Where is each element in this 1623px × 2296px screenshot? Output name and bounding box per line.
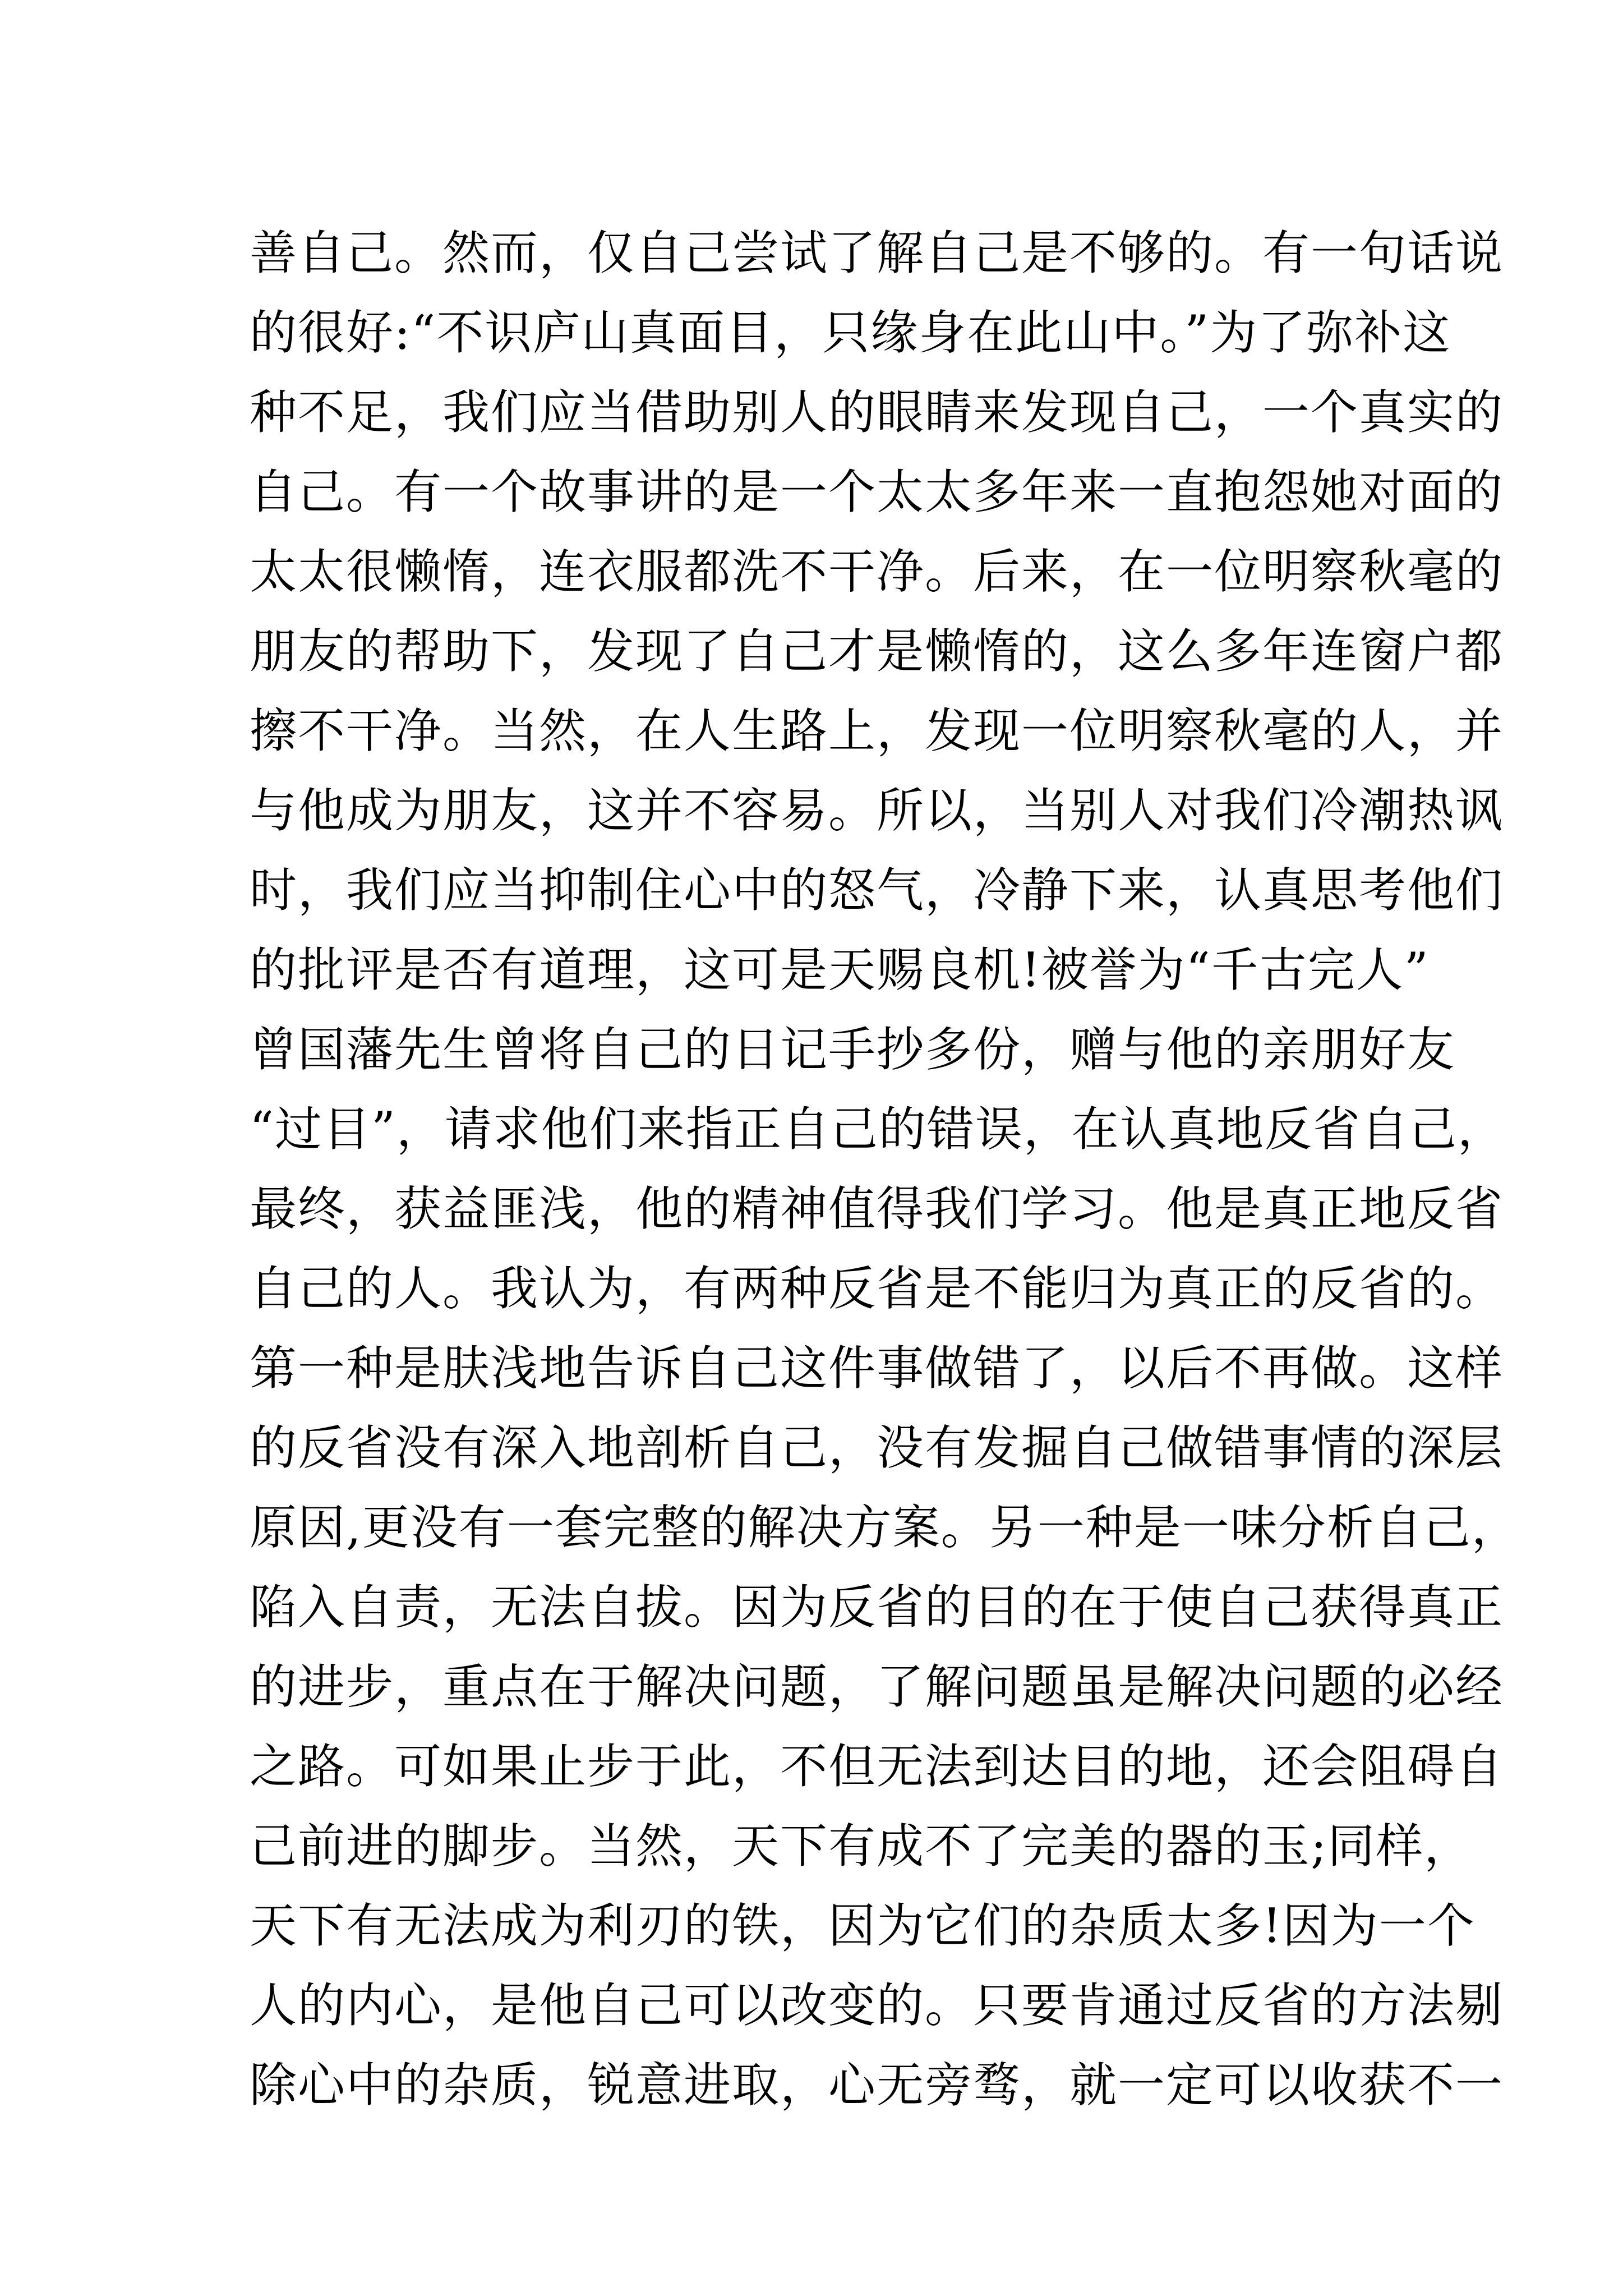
text-line: 除心中的杂质，锐意进取，心无旁骛，就一定可以收获不一: [250, 2058, 1504, 2113]
text-line: 自己的人。我认为，有两种反省是不能归为真正的反省的。: [250, 1261, 1504, 1316]
text-line: “过目”，请求他们来指正自己的错误，在认真地反省自己，: [250, 1102, 1506, 1157]
text-line: 的批评是否有道理，这可是天赐良机!被誉为“千古完人”: [250, 942, 1430, 997]
text-line: 擦不干净。当然，在人生路上，发现一位明察秋毫的人，并: [250, 703, 1504, 758]
text-line: 最终，获益匪浅，他的精神值得我们学习。他是真正地反省: [250, 1181, 1504, 1236]
text-line: 之路。可如果止步于此，不但无法到达目的地，还会阻碍自: [250, 1739, 1504, 1794]
text-line: 种不足，我们应当借助别人的眼睛来发现自己，一个真实的: [250, 385, 1504, 440]
text-line: 原因,更没有一套完整的解决方案。另一种是一味分析自己，: [250, 1500, 1520, 1555]
text-line: 善自己。然而，仅自己尝试了解自己是不够的。有一句话说: [250, 226, 1504, 280]
text-line: 朋友的帮助下，发现了自己才是懒惰的，这么多年连窗户都: [250, 624, 1504, 679]
text-line: 太太很懒惰，连衣服都洗不干净。后来，在一位明察秋毫的: [250, 544, 1504, 599]
text-line: 己前进的脚步。当然，天下有成不了完美的器的玉;同样，: [250, 1819, 1473, 1874]
text-line: 的进步，重点在于解决问题，了解问题虽是解决问题的必经: [250, 1659, 1504, 1714]
text-line: 第一种是肤浅地告诉自己这件事做错了，以后不再做。这样: [250, 1341, 1504, 1396]
text-line: 人的内心，是他自己可以改变的。只要肯通过反省的方法剔: [250, 1978, 1504, 2033]
text-line: 的很好:“不识庐山真面目，只缘身在此山中。”为了弥补这: [250, 305, 1451, 360]
text-line: 天下有无法成为利刃的铁，因为它们的杂质太多!因为一个: [250, 1898, 1476, 1953]
text-line: 曾国藩先生曾将自己的日记手抄多份，赠与他的亲朋好友: [250, 1022, 1456, 1077]
text-line: 自己。有一个故事讲的是一个太太多年来一直抱怨她对面的: [250, 464, 1504, 519]
text-line: 的反省没有深入地剖析自己，没有发掘自己做错事情的深层: [250, 1420, 1504, 1475]
text-line: 与他成为朋友，这并不容易。所以，当别人对我们冷潮热讽: [250, 783, 1504, 838]
text-line: 陷入自责，无法自拔。因为反省的目的在于使自己获得真正: [250, 1580, 1504, 1635]
text-line: 时，我们应当抑制住心中的怒气，冷静下来，认真思考他们: [250, 863, 1504, 918]
body-text: [250, 213, 1520, 2125]
